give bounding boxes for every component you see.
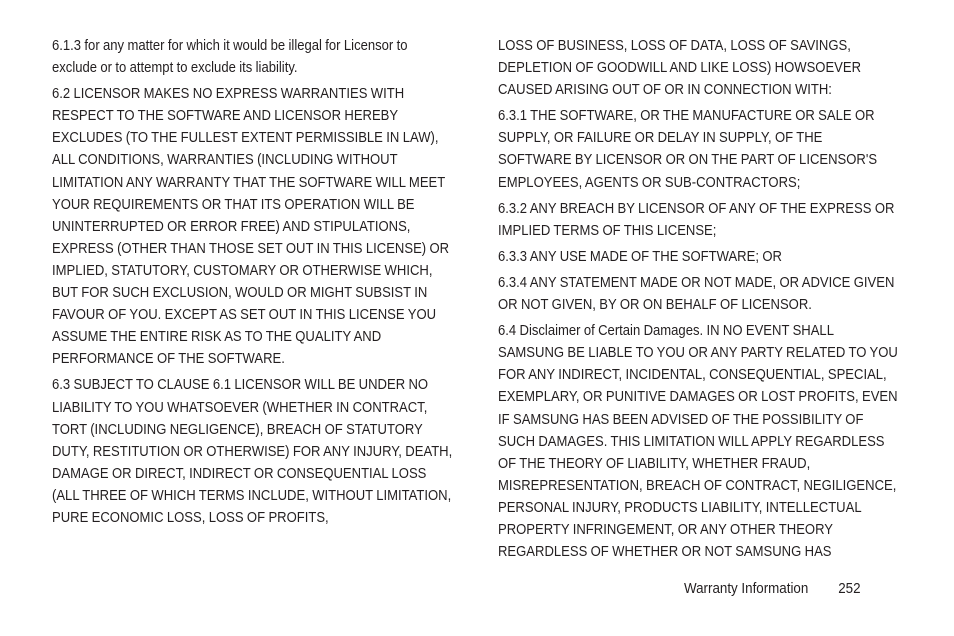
- clause-6-1-3: 6.1.3 for any matter for which it would be illegal for Licensor to exclude or to attempt to exclude its liability.: [52, 37, 408, 77]
- page-footer: [684, 578, 861, 600]
- left-column: [52, 35, 454, 533]
- clause-6-3-1: 6.3.1 THE SOFTWARE, OR THE MANUFACTURE OR SALE OR SUPPLY, OR FAILURE OR DELAY IN SUPPLY, OF THE SOFTWARE BY LICENSOR OR ON THE PART OF LICENSOR'S EMPLOYEES, AGENTS OR SUB-CONTRACTORS;: [498, 107, 878, 191]
- clause-6-2: 6.2 LICENSOR MAKES NO EXPRESS WARRANTIES WITH RESPECT TO THE SOFTWARE AND LICENSOR HEREBY EXCLUDES (TO THE FULLEST EXTENT PERMISSIBLE IN LAW), ALL CONDITIONS, WARRANTIES (INCLUDING WITHOUT LIMITATION ANY WARRANTY THAT THE SOFTWARE WILL MEET YOUR REQUIREMENTS OR THAT ITS OPERATION WILL BE UNINTERRUPTED OR ERROR FREE) AND STIPULATIONS, EXPRESS (OTHER THAN THOSE SET OUT IN THIS LICENSE) OR IMPLIED, STATUTORY, CUSTOMARY OR OTHERWISE WHICH, BUT FOR SUCH EXCLUSION, WOULD OR MIGHT SUBSIST IN FAVOUR OF YOU. EXCEPT AS SET OUT IN THIS LICENSE YOU ASSUME THE ENTIRE RISK AS TO THE QUALITY AND PERFORMANCE OF THE SOFTWARE.: [52, 85, 450, 368]
- clause-6-3: 6.3 SUBJECT TO CLAUSE 6.1 LICENSOR WILL BE UNDER NO LIABILITY TO YOU WHATSOEVER (WHETHER IN CONTRACT, TORT (INCLUDING NEGLIGENCE), BREACH OF STATUTORY DUTY, RESTITUTION OR OTHERWISE) FOR ANY INJURY, DEATH, DAMAGE OR DIRECT, INDIRECT OR CONSEQUENTIAL LOSS (ALL THREE OF WHICH TERMS INCLUDE, WITHOUT LIMITATION, PURE ECONOMIC LOSS, LOSS OF PROFITS,: [52, 376, 453, 526]
- clause-6-3-4: 6.3.4 ANY STATEMENT MADE OR NOT MADE, OR ADVICE GIVEN OR NOT GIVEN, BY OR ON BEHALF OF LICENSOR.: [498, 273, 895, 314]
- clause-6-3-2: 6.3.2 ANY BREACH BY LICENSOR OF ANY OF THE EXPRESS OR IMPLIED TERMS OF THIS LICENSE;: [498, 199, 895, 239]
- clause-6-4: 6.4 Disclaimer of Certain Damages. IN NO EVENT SHALL SAMSUNG BE LIABLE TO YOU OR ANY PARTY RELATED TO YOU FOR ANY INDIRECT, INCIDENTAL, CONSEQUENTIAL, SPECIAL, EXEMPLARY, OR PUNITIVE DAMAGES OR LOST PROFITS, EVEN IF SAMSUNG HAS BEEN ADVISED OF THE POSSIBILITY OF SUCH DAMAGES. THIS LIMITATION WILL APPLY REGARDLESS OF THE THEORY OF LIABILITY, WHETHER FRAUD, MISREPRESENTATION, BREACH OF CONTRACT, NEGILIGENCE, PERSONAL INJURY, PRODUCTS LIABILITY, INTELLECTUAL PROPERTY INFRINGEMENT, OR ANY OTHER THEORY REGARDLESS OF WHETHER OR NOT SAMSUNG HAS: [498, 322, 898, 561]
- page-number: 252: [838, 580, 861, 597]
- clause-6-3-3: 6.3.3 ANY USE MADE OF THE SOFTWARE; OR: [498, 247, 782, 265]
- footer-section-title: Warranty Information: [684, 580, 809, 597]
- clause-6-3-continued: LOSS OF BUSINESS, LOSS OF DATA, LOSS OF SAVINGS, DEPLETION OF GOODWILL AND LIKE LOSS) HOWSOEVER CAUSED ARISING OUT OF OR IN CONNECTION WITH:: [498, 37, 862, 99]
- right-column: [498, 35, 900, 567]
